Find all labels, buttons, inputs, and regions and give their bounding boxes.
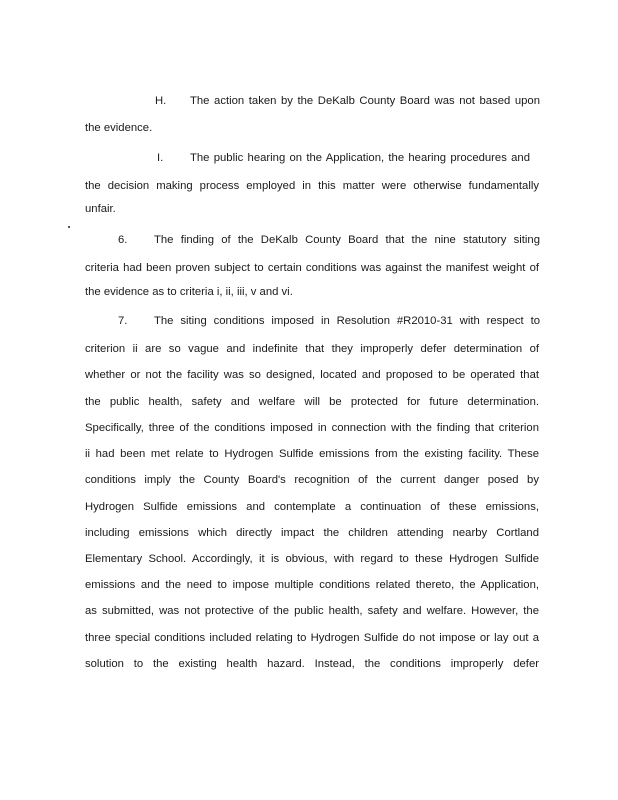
paragraph-6-line-1: The finding of the DeKalb County Board that the nine statutory siting bbox=[154, 234, 540, 246]
scan-speck bbox=[68, 226, 70, 228]
paragraph-7-line-10: Elementary School. Accordingly, it is obvious, with regard to these Hydrogen Sulfide bbox=[85, 553, 539, 565]
paragraph-i-line-2: the decision making process employed in this matter were otherwise fundamentally bbox=[85, 180, 539, 192]
paragraph-7-line-8: Hydrogen Sulfide emissions and contemplate a continuation of these emissions, bbox=[85, 501, 539, 513]
paragraph-i-line-1: The public hearing on the Application, the hearing procedures and bbox=[190, 152, 530, 164]
paragraph-6-line-3: the evidence as to criteria i, ii, iii, v and vi. bbox=[85, 286, 293, 298]
paragraph-7-line-11: emissions and the need to impose multiple conditions related thereto, the Application, bbox=[85, 579, 539, 591]
paragraph-7-line-13: three special conditions included relating to Hydrogen Sulfide do not impose or lay out a bbox=[85, 632, 539, 644]
paragraph-7-line-6: ii had been met relate to Hydrogen Sulfide emissions from the existing facility. These bbox=[85, 448, 539, 460]
paragraph-7-line-4: the public health, safety and welfare will be protected for future determination. bbox=[85, 396, 539, 408]
paragraph-label-7: 7. bbox=[118, 315, 128, 327]
paragraph-h-line-2: the evidence. bbox=[85, 122, 153, 134]
paragraph-label-h: H. bbox=[155, 95, 167, 107]
paragraph-7-line-3: whether or not the facility was so designed, located and proposed to be operated that bbox=[85, 369, 539, 381]
paragraph-label-i: I. bbox=[157, 152, 164, 164]
paragraph-7-line-5: Specifically, three of the conditions imposed in connection with the finding that criterion bbox=[85, 422, 539, 434]
paragraph-7-line-9: including emissions which directly impact the children attending nearby Cortland bbox=[85, 527, 539, 539]
paragraph-7-line-7: conditions imply the County Board's recognition of the current danger posed by bbox=[85, 474, 539, 486]
paragraph-6-line-2: criteria had been proven subject to certain conditions was against the manifest weight of bbox=[85, 262, 539, 274]
paragraph-i-line-3: unfair. bbox=[85, 203, 116, 215]
paragraph-7-line-14: solution to the existing health hazard. Instead, the conditions improperly defer bbox=[85, 658, 539, 670]
paragraph-label-6: 6. bbox=[118, 234, 128, 246]
paragraph-7-line-12: as submitted, was not protective of the public health, safety and welfare. However, the bbox=[85, 605, 539, 617]
paragraph-7-line-1: The siting conditions imposed in Resolution #R2010-31 with respect to bbox=[154, 315, 540, 327]
paragraph-7-line-2: criterion ii are so vague and indefinite that they improperly defer determination of bbox=[85, 343, 539, 355]
paragraph-h-line-1: The action taken by the DeKalb County Board was not based upon bbox=[190, 95, 540, 107]
